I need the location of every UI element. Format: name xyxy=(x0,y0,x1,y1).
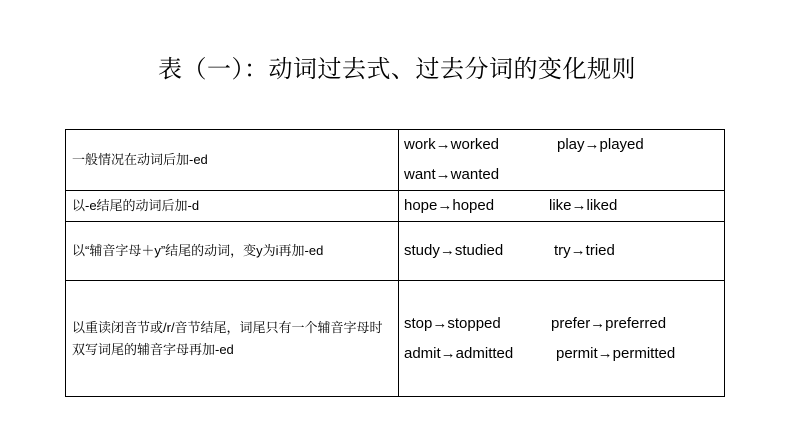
example-text: want→wanted xyxy=(404,166,500,183)
rule-cell: 一般情况在动词后加-ed xyxy=(66,130,399,191)
example-text: stop→stopped xyxy=(404,314,501,332)
example-line xyxy=(404,160,718,190)
example-text: work→worked xyxy=(404,136,500,153)
table-row xyxy=(66,130,725,191)
page-title: 表（一）：动词过去式、过去分词的变化规则 xyxy=(158,55,636,83)
example-text: permit→permitted xyxy=(556,344,676,362)
examples-cell xyxy=(399,222,725,281)
table-row xyxy=(66,281,725,397)
verb-rules-table xyxy=(65,129,725,397)
example-text: admit→admitted xyxy=(404,344,514,362)
example-line xyxy=(404,236,718,266)
example-line xyxy=(404,309,718,339)
example-text: hope→hoped xyxy=(404,197,495,214)
example-text: prefer→preferred xyxy=(551,314,667,332)
rule-cell: 以-e结尾的动词后加-d xyxy=(66,191,399,222)
example-text: study→studied xyxy=(404,242,504,259)
example-text: play→played xyxy=(557,136,644,153)
example-text: like→liked xyxy=(549,197,618,214)
example-text: try→tried xyxy=(554,242,615,259)
rule-cell: 以重读闭音节或/r/音节结尾，词尾只有一个辅音字母时双写词尾的辅音字母再加-ed xyxy=(66,281,399,397)
example-line xyxy=(404,130,718,160)
rule-cell: 以“辅音字母＋y”结尾的动词，变y为i再加-ed xyxy=(66,222,399,281)
example-line xyxy=(404,339,718,369)
example-line xyxy=(404,191,718,221)
examples-cell xyxy=(399,130,725,191)
examples-cell xyxy=(399,191,725,222)
table-row xyxy=(66,222,725,281)
examples-cell xyxy=(399,281,725,397)
table-row xyxy=(66,191,725,222)
